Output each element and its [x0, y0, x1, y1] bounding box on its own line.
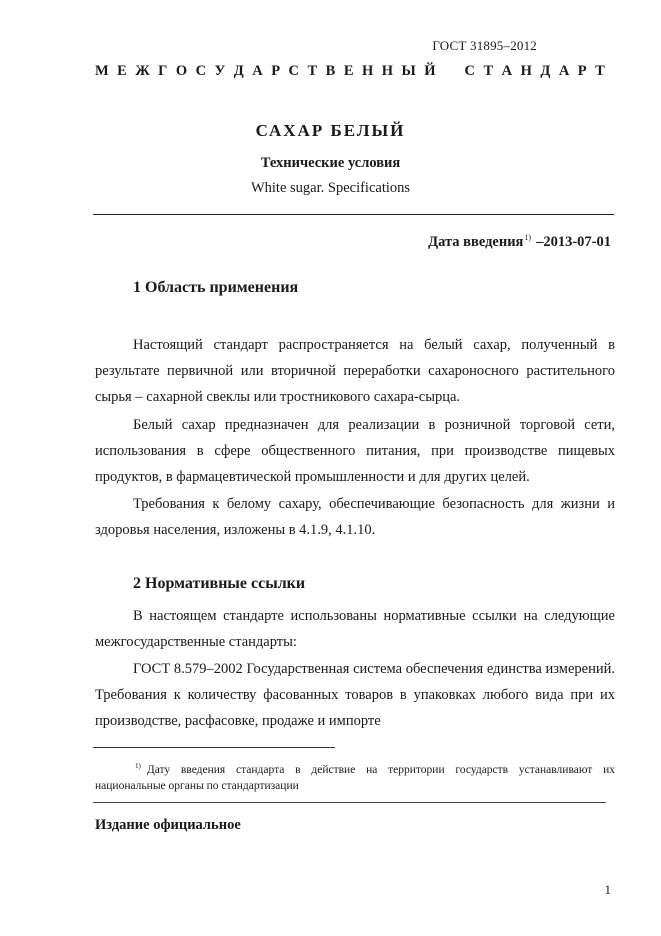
document-title: САХАР БЕЛЫЙ: [255, 121, 406, 140]
banner-letter: Д: [233, 63, 244, 79]
introduction-date-value: –2013-07-01: [536, 234, 611, 250]
banner-letter: Й: [424, 63, 436, 79]
banner-letter: Ы: [401, 63, 416, 79]
banner-letter: Т: [595, 63, 605, 79]
official-edition-label: Издание официальное: [95, 817, 241, 833]
banner-letter: С: [464, 63, 475, 79]
banner-letter: Д: [540, 63, 551, 79]
section-2-paragraph: В настоящем стандарте использованы нормативные ссылки на следующие межгосударственные стандарты:: [95, 608, 615, 650]
banner-letter: М: [95, 63, 109, 79]
introduction-date: [428, 233, 611, 251]
banner-letter: Р: [577, 63, 587, 79]
standard-code: ГОСТ 31895–2012: [432, 38, 537, 53]
page-number: 1: [604, 882, 611, 897]
footnote-mark: 1): [135, 762, 141, 770]
footnote: [95, 758, 615, 794]
banner-letter: Т: [307, 63, 318, 79]
banner-letter: Р: [271, 63, 281, 79]
banner-letter: С: [195, 63, 207, 79]
banner-letter: А: [252, 63, 263, 79]
banner-letter: Н: [381, 63, 394, 79]
banner-letter: А: [501, 63, 513, 79]
banner-letter: О: [175, 63, 188, 79]
section-2-reference: ГОСТ 8.579–2002 Государственная система обеспечения единства измерений. Требования к количеству фасованных товаров в упаковках любого вида при их производстве, расфасовке, продаже и импорте: [95, 661, 615, 729]
banner-letter: У: [214, 63, 226, 79]
title-divider: [93, 214, 614, 215]
bottom-divider: [93, 802, 606, 803]
banner-letter: Е: [343, 63, 354, 79]
banner-letter: А: [558, 63, 570, 79]
section-1-paragraph: Настоящий стандарт распространяется на белый сахар, полученный в результате первичной или вторичной переработки сахароносного растительного сырья – сахарной свеклы или тростникового сахара-сырца.: [95, 337, 615, 405]
banner-word-gap: [444, 63, 456, 80]
section-1-paragraph: Требования к белому сахару, обеспечивающие безопасность для жизни и здоровья населения, изложены в 4.1.9, 4.1.10.: [95, 496, 615, 538]
banner-letter: С: [288, 63, 300, 79]
english-title: White sugar. Specifications: [250, 180, 411, 196]
section-2-heading: 2 Нормативные ссылки: [133, 575, 306, 592]
footnote-reference: 1): [524, 233, 532, 242]
introduction-date-label: Дата введения: [428, 234, 524, 250]
section-1-paragraph: Белый сахар предназначен для реализации в розничной торговой сети, использования в сфере общественного питания, при производстве пищевых продуктов, в фармацевтической промышленности и для других целей.: [95, 417, 615, 485]
banner-letter: Ж: [135, 63, 150, 79]
banner-letter: Г: [158, 63, 168, 79]
document-subtitle: Технические условия: [260, 155, 401, 171]
banner-letter: Т: [483, 63, 494, 79]
banner-letter: Н: [361, 63, 374, 79]
banner-letter: В: [325, 63, 336, 79]
section-1-heading: 1 Область применения: [133, 279, 299, 296]
footnote-text: Дату введения стандарта в действие на территории государств устанавливают их национальные органы по стандартизации: [95, 764, 615, 792]
banner-letter: Н: [520, 63, 532, 79]
footnote-separator: [93, 747, 335, 748]
banner-letter: Е: [117, 63, 127, 79]
interstate-standard-banner: [95, 63, 605, 80]
